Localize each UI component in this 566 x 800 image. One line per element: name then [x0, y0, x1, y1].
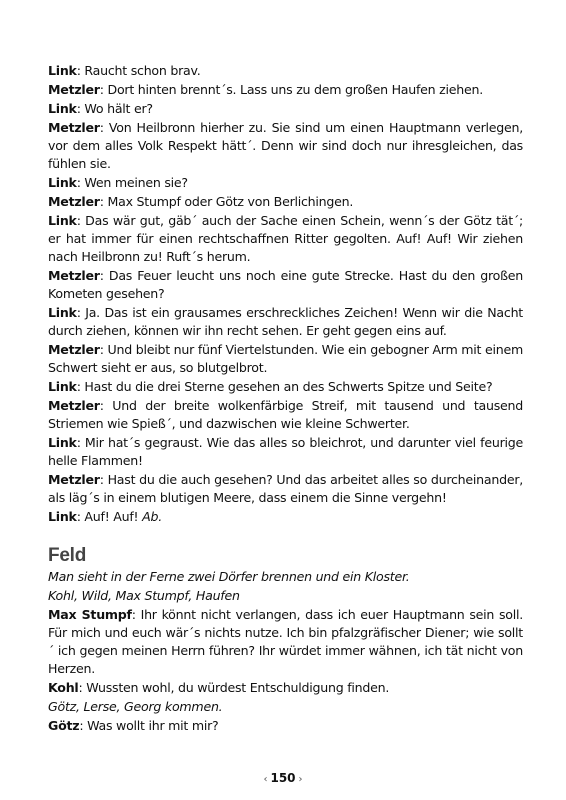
scene-stage-direction: Man sieht in der Ferne zwei Dörfer brennen und ein Kloster. [48, 569, 410, 584]
speaker-name: Link [48, 435, 77, 450]
speaker-name: Link [48, 509, 77, 524]
speaker-name: Link [48, 379, 77, 394]
line-text: : Hast du die drei Sterne gesehen an des Schwerts Spitze und Seite? [76, 379, 493, 394]
scene-characters: Kohl, Wild, Max Stumpf, Haufen [48, 588, 240, 603]
speaker-name: Link [48, 305, 77, 320]
dialogue-line [48, 119, 523, 173]
entrance-direction: Götz, Lerse, Georg kommen. [48, 699, 223, 714]
dialogue-line [48, 341, 523, 377]
dialogue-line [48, 679, 523, 697]
line-text: : Raucht schon brav. [76, 63, 201, 78]
stage-direction-inline: Ab. [142, 509, 162, 524]
line-text: : Wen meinen sie? [76, 175, 188, 190]
page-footer [0, 771, 566, 785]
speaker-name: Metzler [48, 194, 100, 209]
speaker-name: Link [48, 175, 77, 190]
speaker-name: Link [48, 213, 77, 228]
dialogue-line [48, 378, 523, 396]
dialogue-line [48, 508, 523, 526]
dialogue-line [48, 304, 523, 340]
line-text: : Wussten wohl, du würdest Entschuldigung finden. [78, 680, 390, 695]
line-text: : Auf! Auf! [76, 509, 143, 524]
dialogue-line [48, 100, 523, 118]
page-number: 150 [270, 771, 296, 785]
speaker-name: Kohl [48, 680, 79, 695]
line-text: : Wo hält er? [76, 101, 153, 116]
dialogue-line [48, 471, 523, 507]
line-text: : Ihr könnt nicht verlangen, dass ich euer Hauptmann sein soll. Für mich und euch wär´s nichts nutze. Ich bin pfalzgräfischer Diener; wie sollt´ ich gegen meinen Herrn führen? Ihr würdet immer wähnen, ich tät nicht von Herzen. [48, 607, 524, 676]
line-text: : Was wollt ihr mit mir? [79, 718, 219, 733]
dialogue-line [48, 193, 523, 211]
dialogue-line [48, 62, 523, 80]
speaker-name: Metzler [48, 472, 100, 487]
speaker-name: Metzler [48, 398, 100, 413]
line-text: : Das wär gut, gäb´ auch der Sache einen Schein, wenn´s der Götz tät´; er hat immer für einen rechtschaffnen Ritter gegolten. Auf! Auf! Wir ziehen nach Heilbronn zu! Ruft´s herum. [48, 213, 523, 264]
right-angle-icon: › [298, 774, 303, 785]
dialogue-line [48, 212, 523, 266]
speaker-name: Metzler [48, 342, 100, 357]
line-text: : Dort hinten brennt´s. Lass uns zu dem großen Haufen ziehen. [99, 82, 483, 97]
line-text: : Mir hat´s gegraust. Wie das alles so bleichrot, und darunter viel feurige helle Flammen! [48, 435, 523, 468]
dialogue-line [48, 267, 523, 303]
line-text: : Das Feuer leucht uns noch eine gute Strecke. Hast du den großen Kometen gesehen? [48, 268, 523, 301]
speaker-name: Metzler [48, 120, 100, 135]
speaker-name: Götz [48, 718, 80, 733]
line-text: : Max Stumpf oder Götz von Berlichingen. [99, 194, 354, 209]
scene-title: Feld [48, 545, 87, 566]
line-text: : Und bleibt nur fünf Viertelstunden. Wie ein gebogner Arm mit einem Schwert sieht er aus, so blutgelbrot. [48, 342, 523, 375]
line-text: : Von Heilbronn hierher zu. Sie sind um einen Hauptmann verlegen, vor dem alles Volk Respekt hätt´. Denn wir sind doch nur ihresgleichen, das fühlen sie. [48, 120, 523, 171]
page-body [48, 62, 523, 736]
speaker-name: Link [48, 63, 77, 78]
line-text: : Ja. Das ist ein grausames erschreckliches Zeichen! Wenn wir die Nacht durch ziehen, können wir ihn recht sehen. Er geht gegen eins auf. [48, 305, 523, 338]
dialogue-line [48, 606, 523, 678]
line-text: : Und der breite wolkenfärbige Streif, mit tausend und tausend Striemen wie Spieß´, und dazwischen wie kleine Schwerter. [48, 398, 523, 431]
dialogue-line [48, 717, 523, 735]
speaker-name: Max Stumpf [48, 607, 132, 622]
speaker-name: Metzler [48, 82, 100, 97]
line-text: : Hast du die auch gesehen? Und das arbeitet alles so durcheinander, als läg´s in einem blutigen Meere, dass einem die Sinne vergehn! [48, 472, 523, 505]
dialogue-line [48, 174, 523, 192]
speaker-name: Link [48, 101, 77, 116]
dialogue-line [48, 81, 523, 99]
left-angle-icon: ‹ [263, 774, 268, 785]
dialogue-line [48, 397, 523, 433]
speaker-name: Metzler [48, 268, 100, 283]
dialogue-line [48, 434, 523, 470]
